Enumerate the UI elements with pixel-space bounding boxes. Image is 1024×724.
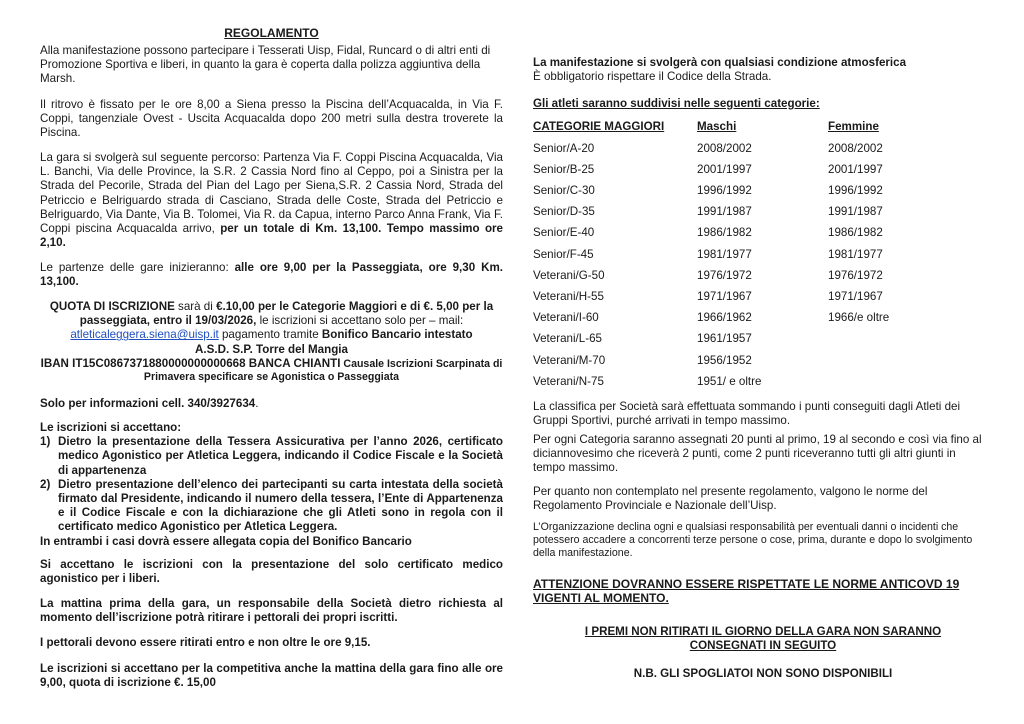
premi-notice: I PREMI NON RITIRATI IL GIORNO DELLA GARA NON SARANNO CONSEGNATI IN SEGUITO <box>584 625 942 653</box>
categorie-heading: Gli atleti saranno suddivisi nelle seguenti categorie: <box>533 97 820 110</box>
covid-notice: ATTENZIONE DOVRANNO ESSERE RISPETTATE LE NORME ANTICOVD 19 VIGENTI AL MOMENTO. <box>533 577 960 606</box>
cell-category: Senior/E-40 <box>533 226 595 240</box>
header-femmine: Femmine <box>828 120 879 134</box>
pettorali-paragraph: I pettorali devono essere ritirati entro e non oltre le ore 9,15. <box>40 636 371 649</box>
cell-maschi: 1966/1962 <box>697 311 752 325</box>
cell-maschi: 1981/1977 <box>697 247 752 261</box>
table-row <box>533 287 978 308</box>
cell-category: Veterani/M-70 <box>533 353 606 367</box>
cell-femmine <box>828 371 978 392</box>
quota-mid: sarà di <box>174 300 217 313</box>
iscrizioni-heading: Le iscrizioni si accettano: <box>40 421 182 434</box>
liberi-paragraph: Si accettano le iscrizioni con la presentazione del solo certificato medico agonistico per i liberi. <box>40 558 503 586</box>
cell-category: Veterani/N-75 <box>533 374 604 388</box>
table-row <box>533 138 978 159</box>
percorso-paragraph <box>40 151 503 250</box>
causale: Causale Iscrizioni Scarpinata di Primavera specificare se Agonistica o Passeggiata <box>143 357 503 384</box>
beneficiary: A.S.D. S.P. Torre del Mangia <box>195 342 348 356</box>
item-number: 2) <box>40 477 51 491</box>
punti-paragraph: Per ogni Categoria saranno assegnati 20 punti al primo, 19 al secondo e così via fino al diciannovesimo che riceverà 2 punti, come 2 punti riceveranno tutti gli altri giunti in tempo massimo. <box>533 433 982 475</box>
item-text: Dietro la presentazione della Tessera Assicurativa per l’anno 2026, certificato medico Agonistico per Atletica Leggera, indicando il Codice Fiscale e la Società di appartenenza <box>58 435 503 477</box>
bonifico-note: In entrambi i casi dovrà essere allegata copia del Bonifico Bancario <box>40 534 412 548</box>
cell-maschi: 1956/1952 <box>697 353 752 367</box>
quota-block <box>40 300 503 384</box>
table-row <box>533 350 978 371</box>
cell-category: Veterani/L-65 <box>533 332 602 346</box>
partenze-text: Le partenze delle gare inizieranno: <box>40 261 235 274</box>
partenze-paragraph <box>40 261 503 289</box>
table-row <box>533 308 978 329</box>
cell-maschi: 1986/1982 <box>697 226 752 240</box>
intro-paragraph: Alla manifestazione possono partecipare i Tesserati Uisp, Fidal, Runcard o di altri enti di Promozione Sportiva e liberi, in quanto la gara è coperta dalla polizza aggiuntiva della Marsh. <box>40 44 491 86</box>
partenze-times: alle ore 9,00 per la Passeggiata, ore 9,30 Km. 13,100. <box>40 261 503 289</box>
cell-femmine <box>828 329 978 350</box>
info-phone <box>40 397 503 411</box>
iscrizioni-block <box>40 421 503 549</box>
cell-maschi: 2008/2002 <box>697 141 752 155</box>
iscrizioni-item <box>40 435 503 478</box>
cell-femmine: 2008/2002 <box>828 141 883 155</box>
meteo-notice: La manifestazione si svolgerà con qualsiasi condizione atmosferica <box>533 56 907 69</box>
page-title: REGOLAMENTO <box>224 26 319 40</box>
cell-category: Senior/D-35 <box>533 205 595 219</box>
cell-femmine: 1966/e oltre <box>828 311 890 325</box>
cell-maschi: 1961/1957 <box>697 332 752 346</box>
cell-femmine: 1981/1977 <box>828 247 883 261</box>
header-maschi: Maschi <box>697 120 737 134</box>
iban: IBAN IT15C0867371880000000000668 BANCA CHIANTI <box>40 356 341 370</box>
classifica-paragraph: La classifica per Società sarà effettuata sommando i punti conseguiti dagli Atleti dei Gruppi Sportivi, purché arrivati in tempo massimo. <box>533 400 961 428</box>
cell-maschi: 1971/1967 <box>697 289 752 303</box>
cell-maschi: 1996/1992 <box>697 184 752 198</box>
email-link[interactable]: atleticaleggera.siena@uisp.it <box>70 328 219 342</box>
table-row <box>533 223 978 244</box>
spogliatoi-notice: N.B. GLI SPOGLIATOI NON SONO DISPONIBILI <box>633 667 893 680</box>
responsabilita-paragraph: L’Organizzazione declina ogni e qualsiasi responsabilità per eventuali danni o incidenti che potessero accadere a concorrenti terze persone o cose, prima, durante e dopo lo svolgimento della manifestazione. <box>533 521 973 560</box>
quota-mail-text: le iscrizioni si accettano solo per – mail: <box>256 314 464 328</box>
codice-strada-notice: È obbligatorio rispettare il Codice della Strada. <box>533 70 772 83</box>
cell-femmine: 2001/1997 <box>828 162 883 176</box>
item-text: Dietro presentazione dell’elenco dei partecipanti su carta intestata della società firmato dal Presidente, indicando il numero della tessera, l’Ente di Appartenenza e il Codice Fiscale e con la dichiarazione che gli Atleti sono in regola con il certificato medico Agonistico per Atletica Leggera. <box>58 477 503 534</box>
quota-fee-line <box>40 300 503 343</box>
table-row <box>533 159 978 180</box>
cell-category: Senior/F-45 <box>533 247 594 261</box>
percorso-text: La gara si svolgerà sul seguente percorso: Partenza Via F. Coppi Piscina Acquacalda, Via L. Banchi, Via delle Province, la S.R. 2 Cassia Nord fino al Ceppo, poi a Sinistra per la Strada del Pecorile, Strada del Pian del Lago per Siena,S.R. 2 Cassia Nord, Strada del Petriccio e Belriguardo strada di Casciano, Strada delle Coste, Strada del Petriccio e Belriguardo, Via Dante, Via B. Tolomei, Via R. da Capua, interno Parco Anna Frank, Via F. Coppi piscina Acquacalda arrivo, <box>40 151 503 236</box>
table-row <box>533 202 978 223</box>
cell-femmine: 1971/1967 <box>828 289 883 303</box>
table-row <box>533 371 978 392</box>
table-row <box>533 329 978 350</box>
norme-paragraph: Per quanto non contemplato nel presente regolamento, valgono le norme del Regolamento Provinciale e Nazionale dell’Uisp. <box>533 485 928 513</box>
cell-category: Veterani/G-50 <box>533 268 605 282</box>
cell-maschi: 1951/ e oltre <box>697 374 762 388</box>
table-header-row <box>533 117 978 138</box>
item-number: 1) <box>40 435 51 449</box>
payment-text: pagamento tramite <box>218 328 322 342</box>
cell-femmine: 1996/1992 <box>828 184 883 198</box>
payment-method: Bonifico Bancario intestato <box>321 328 473 342</box>
info-phone-text: Solo per informazioni cell. 340/3927634 <box>40 397 256 410</box>
cell-femmine: 1991/1987 <box>828 205 883 219</box>
percorso-total: per un totale di Km. 13,100. Tempo massimo ore 2,10. <box>40 222 503 250</box>
competitiva-paragraph: Le iscrizioni si accettano per la competitiva anche la mattina della gara fino alle ore 9,00, quota di iscrizione €. 15,00 <box>40 662 503 690</box>
cell-maschi: 1991/1987 <box>697 205 752 219</box>
cell-maschi: 2001/1997 <box>697 162 752 176</box>
cell-category: Veterani/H-55 <box>533 289 604 303</box>
iscrizioni-list <box>40 435 503 534</box>
cell-category: Senior/B-25 <box>533 162 595 176</box>
iscrizioni-item <box>40 478 503 535</box>
cell-category: Senior/A-20 <box>533 141 595 155</box>
mattina-paragraph: La mattina prima della gara, un responsabile della Società dietro richiesta al momento dell’iscrizione potrà ritirare i pettorali dei propri iscritti. <box>40 597 503 625</box>
cell-femmine <box>828 350 978 371</box>
table-row <box>533 265 978 286</box>
cell-femmine: 1986/1982 <box>828 226 883 240</box>
quota-amounts: €.10,00 per le Categorie Maggiori e di €. 5,00 per la passeggiata, entro il 19/03/2026, <box>79 300 494 328</box>
header-categoria: CATEGORIE MAGGIORI <box>533 120 665 134</box>
cell-maschi: 1976/1972 <box>697 268 752 282</box>
categories-table <box>533 117 978 392</box>
ritrovo-paragraph: Il ritrovo è fissato per le ore 8,00 a Siena presso la Piscina dell’Acquacalda, in Via F. Coppi, tangenziale Ovest - Uscita Acquacalda dopo 200 metri sulla destra troverete la Piscina. <box>40 98 503 140</box>
quota-label: QUOTA DI ISCRIZIONE <box>49 300 175 313</box>
iban-line <box>40 357 503 384</box>
table-row <box>533 181 978 202</box>
info-dot: . <box>255 397 259 410</box>
cell-femmine: 1976/1972 <box>828 268 883 282</box>
table-row <box>533 244 978 265</box>
cell-category: Veterani/I-60 <box>533 311 599 325</box>
cell-category: Senior/C-30 <box>533 184 595 198</box>
